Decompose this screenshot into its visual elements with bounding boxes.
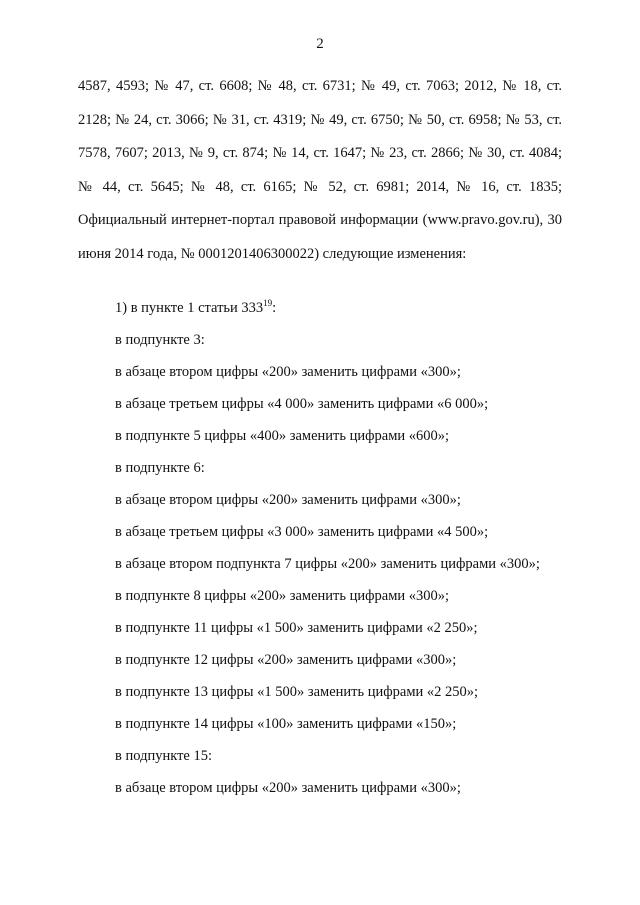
amendment-line: в абзаце третьем цифры «4 000» заменить цифрами «6 000»; bbox=[115, 396, 489, 412]
amendment-line: в подпункте 6: bbox=[115, 460, 205, 476]
amendment-line: в подпункте 11 цифры «1 500» заменить цифрами «2 250»; bbox=[115, 620, 478, 636]
page-number: 2 bbox=[316, 36, 324, 52]
amendment-line: в подпункте 12 цифры «200» заменить цифрами «300»; bbox=[115, 652, 457, 668]
amendment-line: в подпункте 13 цифры «1 500» заменить цифрами «2 250»; bbox=[115, 684, 479, 700]
amendment-line: в абзаце втором цифры «200» заменить цифрами «300»; bbox=[115, 492, 461, 508]
intro-paragraph: 4587, 4593; № 47, ст. 6608; № 48, ст. 6731; № 49, ст. 7063; 2012, № 18, ст. 2128; № 24, ст. 3066; № 31, ст. 4319; № 49, ст. 6750; № 50, ст. 6958; № 53, ст. 7578, 7607; 2013, № 9, ст. 874; № 14, ст. 1647; № 23, ст. 2866; № 30, ст. 4084; № 44, ст. 5645; № 48, ст. 6165; № 52, ст. 6981; 2014, № 16, ст. 1835; Официальный интернет-портал правовой информации (www.pravo.gov.ru), 30 июня 2014 года, № 0001201406300022) следующие изменения: bbox=[78, 78, 562, 262]
amendment-line: в подпункте 3: bbox=[115, 332, 205, 348]
item-1-heading bbox=[115, 298, 276, 318]
item-1-superscript: 19 bbox=[263, 298, 273, 309]
amendment-line: в подпункте 8 цифры «200» заменить цифрами «300»; bbox=[115, 588, 450, 604]
amendment-line: в подпункте 14 цифры «100» заменить цифрами «150»; bbox=[115, 716, 457, 732]
item-1-text: 1) в пункте 1 статьи 333 bbox=[115, 300, 264, 316]
amendment-line: в абзаце втором цифры «200» заменить цифрами «300»; bbox=[115, 780, 461, 796]
item-1-suffix: : bbox=[272, 300, 277, 316]
amendment-line: в подпункте 15: bbox=[115, 748, 212, 764]
amendment-line: в абзаце втором подпункта 7 цифры «200» заменить цифрами «300»; bbox=[115, 556, 540, 572]
amendment-line: в подпункте 5 цифры «400» заменить цифрами «600»; bbox=[115, 428, 450, 444]
amendment-line: в абзаце втором цифры «200» заменить цифрами «300»; bbox=[115, 364, 461, 380]
amendment-line: в абзаце третьем цифры «3 000» заменить цифрами «4 500»; bbox=[115, 524, 489, 540]
